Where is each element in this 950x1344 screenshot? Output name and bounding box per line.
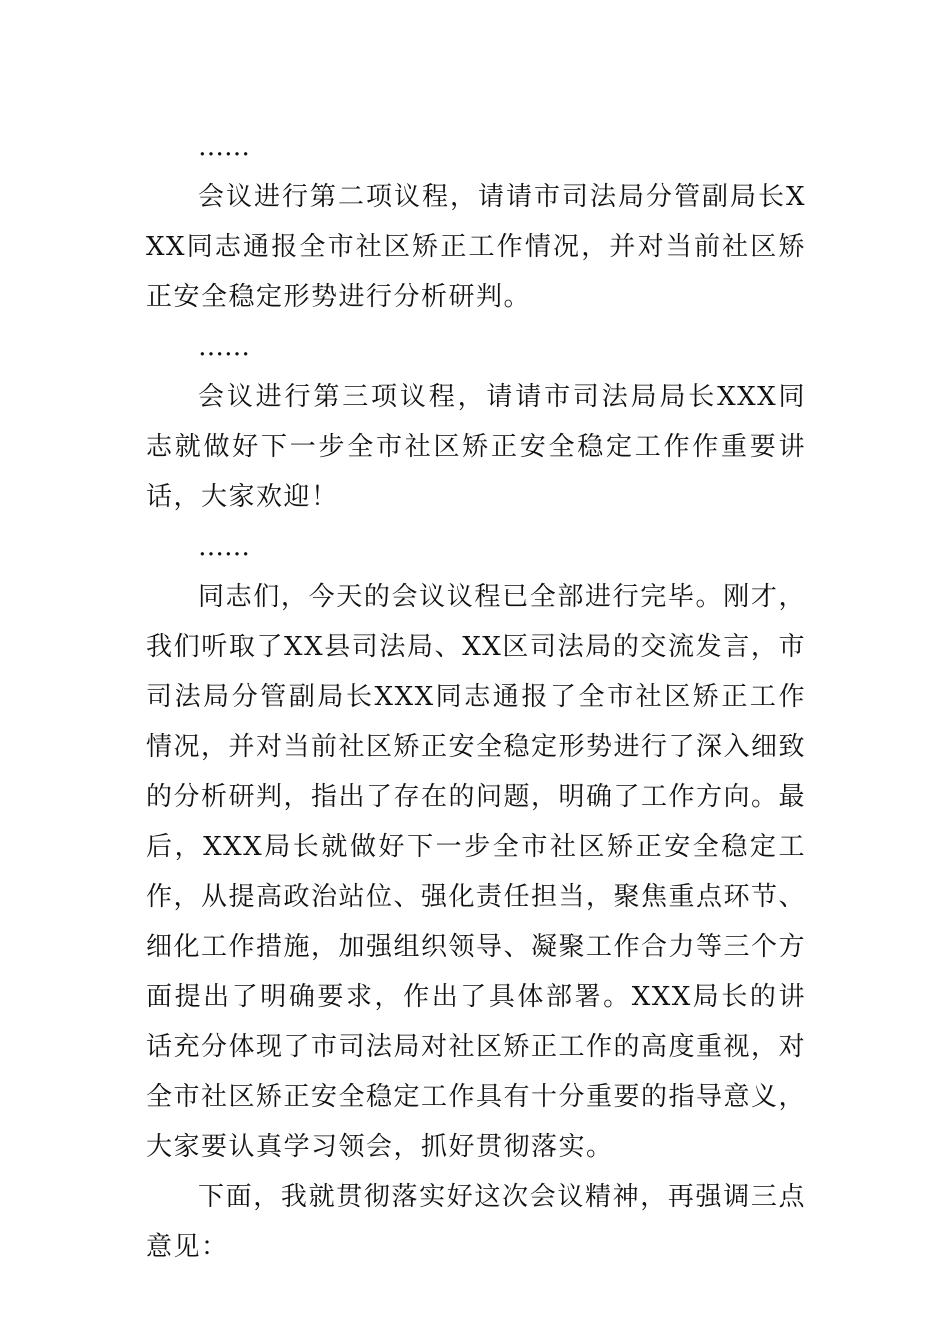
ellipsis-marker: …… — [198, 532, 250, 562]
ellipsis-marker: …… — [198, 132, 250, 162]
paragraph-agenda-item-two: 会议进行第二项议程，请请市司法局分管副局长XXX同志通报全市社区矫正工作情况，并对当前社区矫正安全稳定形势进行分析研判。 — [146, 182, 806, 312]
paragraph-three-points-intro: 下面，我就贯彻落实好这次会议精神，再强调三点意见： — [146, 1182, 806, 1262]
paragraph-agenda-item-three: 会议进行第三项议程，请请市司法局局长XXX同志就做好下一步全市社区矫正安全稳定工作作重要讲话，大家欢迎！ — [146, 382, 806, 512]
ellipsis-marker: …… — [198, 332, 250, 362]
document-body — [146, 122, 806, 1272]
paragraph-meeting-summary: 同志们，今天的会议议程已全部进行完毕。刚才，我们听取了XX县司法局、XX区司法局的交流发言，市司法局分管副局长XXX同志通报了全市社区矫正工作情况，并对当前社区矫正安全稳定形势进行了深入细致的分析研判，指出了存在的问题，明确了工作方向。最后，XXX局长就做好下一步全市社区矫正安全稳定工作，从提高政治站位、强化责任担当，聚焦重点环节、细化工作措施，加强组织领导、凝聚工作合力等三个方面提出了明确要求，作出了具体部署。XXX局长的讲话充分体现了市司法局对社区矫正工作的高度重视，对全市社区矫正安全稳定工作具有十分重要的指导意义，大家要认真学习领会，抓好贯彻落实。 — [146, 582, 807, 1162]
